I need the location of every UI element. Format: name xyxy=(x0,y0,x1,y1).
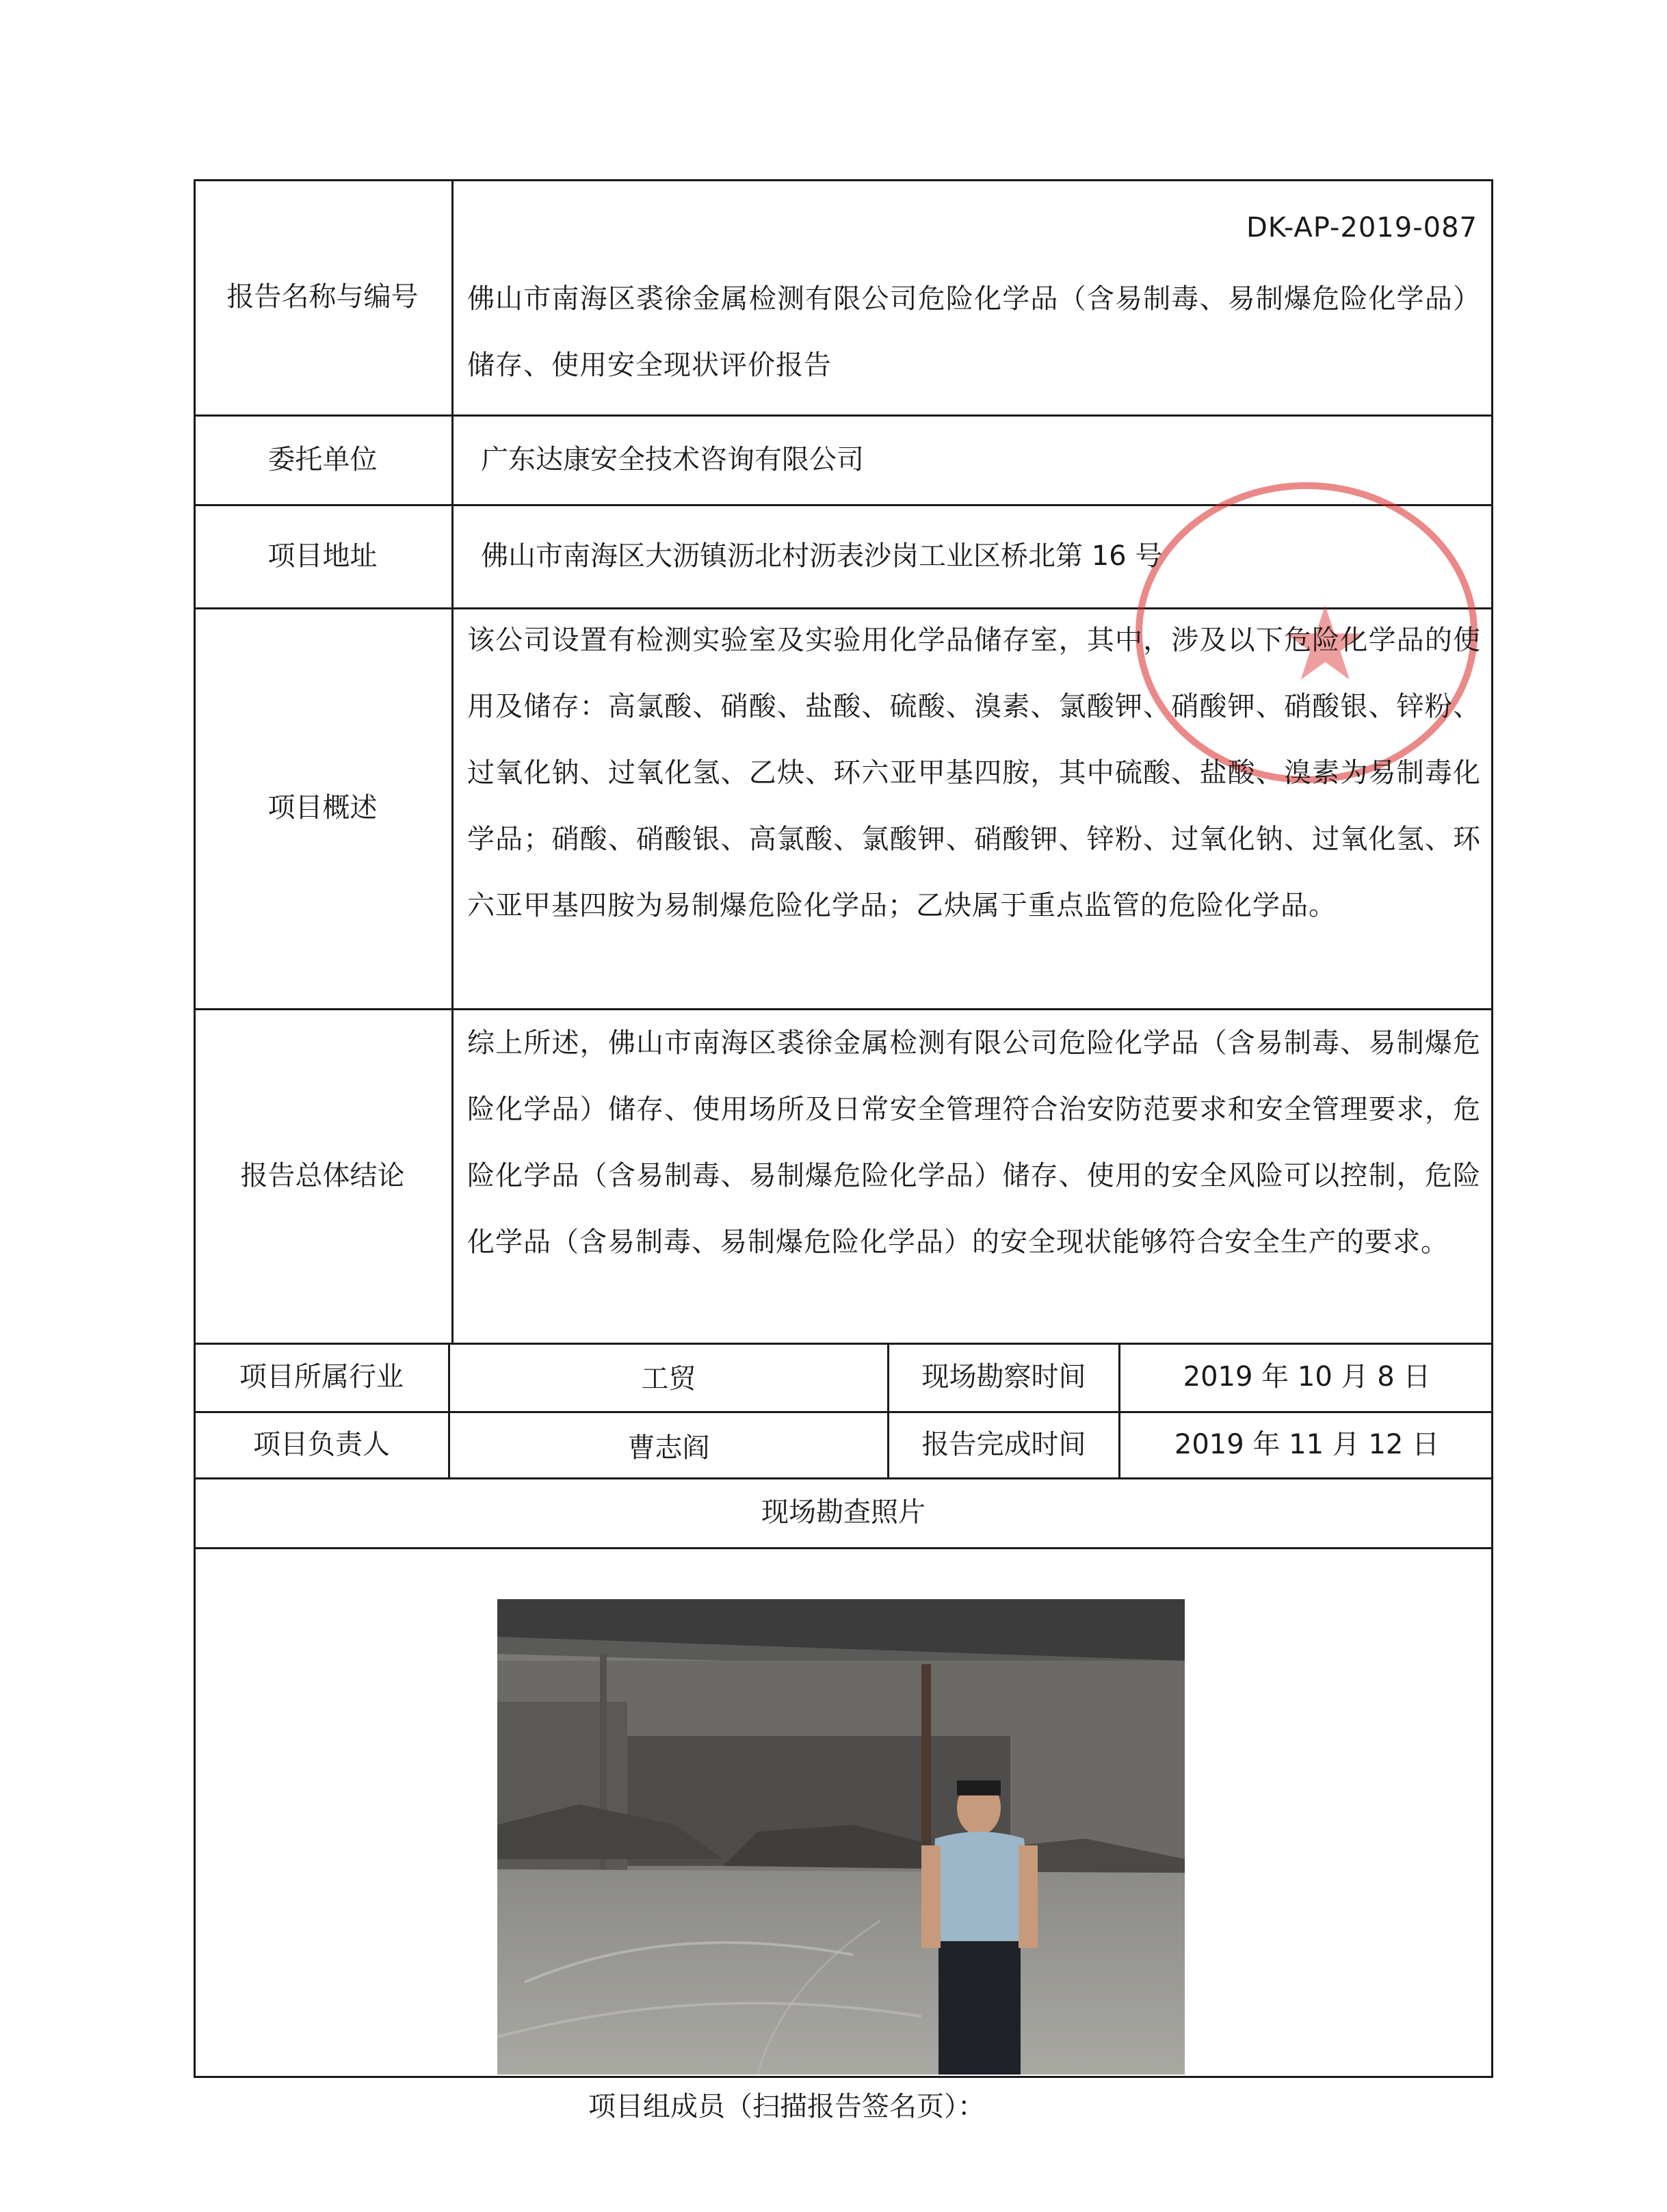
leader-label: 项目负责人 xyxy=(253,1429,390,1460)
client-value: 广东达康安全技术咨询有限公司 xyxy=(481,444,864,475)
team-members-label: 项目组成员（扫描报告签名页）： xyxy=(588,2091,985,2122)
overview-label: 项目概述 xyxy=(267,792,378,824)
industry-label: 项目所属行业 xyxy=(239,1361,404,1393)
column-divider xyxy=(451,179,454,1344)
industry-value: 工贸 xyxy=(641,1363,696,1395)
leader-value: 曹志阎 xyxy=(627,1432,710,1464)
address-label: 项目地址 xyxy=(267,540,378,572)
overview-text: 该公司设置有检测实验室及实验用化学品储存室，其中，涉及以下危险化学品的使用及储存：高氯酸、硝酸、盐酸、硫酸、溴素、氯酸钾、硝酸钾、硝酸银、锌粉、过氧化钠、过氧化氢、乙炔、环六亚甲基四胺，其中硫酸、盐酸、溴素为易制毒化学品；硝酸、硝酸银、高氯酸、氯酸钾、硝酸钾、锌粉、过氧化钠、过氧化氢、环六亚甲基四胺为易制爆危险化学品；乙炔属于重点监管的危险化学品。 xyxy=(467,624,1481,921)
report-code: DK-AP-2019-087 xyxy=(1246,212,1478,243)
survey-time-value: 2019 年 10 月 8 日 xyxy=(1183,1361,1431,1393)
address-value: 佛山市南海区大沥镇沥北村沥表沙岗工业区桥北第 16 号 xyxy=(481,540,1163,572)
finish-time-value: 2019 年 11 月 12 日 xyxy=(1174,1429,1440,1460)
conclusion-label: 报告总体结论 xyxy=(240,1159,405,1191)
report-name: 佛山市南海区裘徐金属检测有限公司危险化学品（含易制毒、易制爆危险化学品）储存、使用安全现状评价报告 xyxy=(467,283,1481,381)
survey-time-label: 现场勘察时间 xyxy=(921,1361,1086,1393)
site-photo-drawing xyxy=(497,1599,1185,2075)
site-survey-photo xyxy=(497,1599,1185,2075)
photo-label: 现场勘查照片 xyxy=(761,1497,926,1528)
client-label: 委托单位 xyxy=(267,443,378,475)
report-name-label: 报告名称与编号 xyxy=(226,281,419,313)
row-divider xyxy=(194,1547,1493,1549)
conclusion-text: 综上所述，佛山市南海区裘徐金属检测有限公司危险化学品（含易制毒、易制爆危险化学品）储存、使用场所及日常安全管理符合治安防范要求和安全管理要求，危险化学品（含易制毒、易制爆危险化学品）储存、使用的安全风险可以控制，危险化学品（含易制毒、易制爆危险化学品）的安全现状能够符合安全生产的要求。 xyxy=(467,1027,1481,1258)
finish-time-label: 报告完成时间 xyxy=(921,1429,1086,1460)
seal-star-icon: ★ xyxy=(1279,585,1371,704)
